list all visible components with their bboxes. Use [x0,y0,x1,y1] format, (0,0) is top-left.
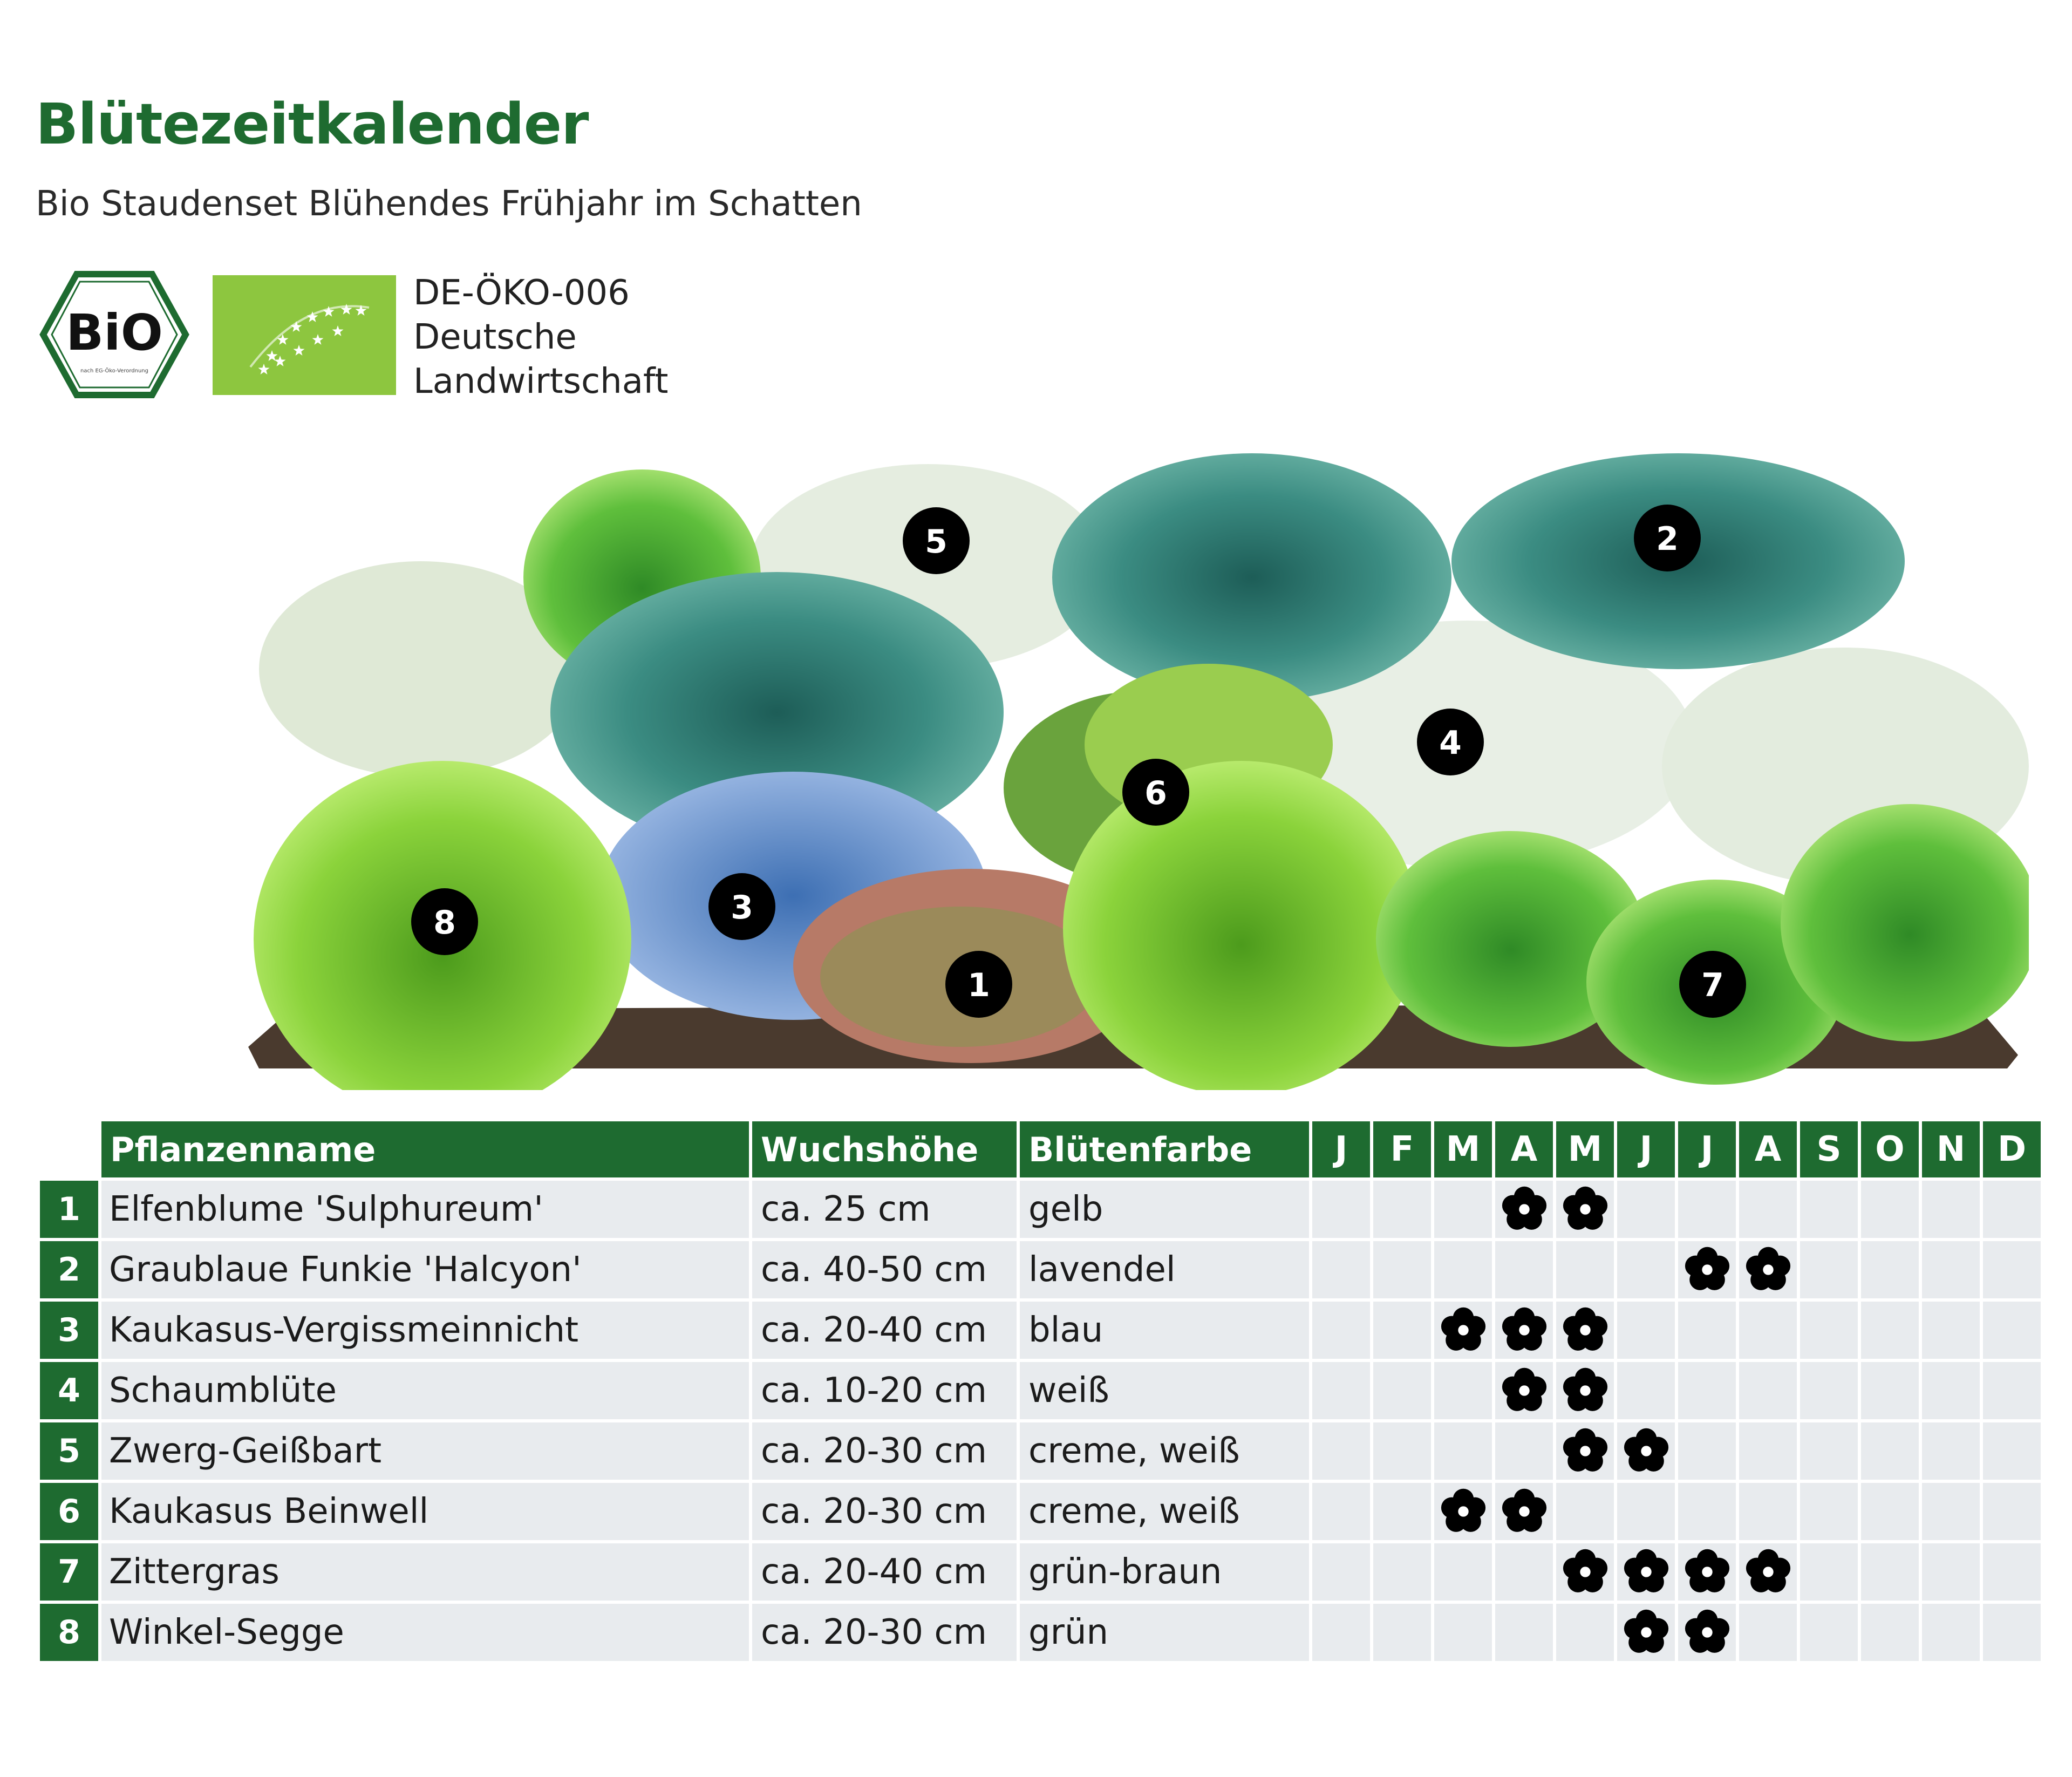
month-cell [1373,1241,1431,1298]
month-cell [1922,1483,1980,1540]
month-cell [1739,1483,1797,1540]
table-row [40,1604,2041,1661]
month-cell [1800,1483,1858,1540]
month-cell [1434,1241,1492,1298]
flower-color: weiß [1020,1362,1309,1419]
month-cell [1678,1422,1736,1480]
growth-height: ca. 20-30 cm [752,1604,1017,1661]
page-title: Blütezeitkalender [36,91,589,157]
plant-name: Zwerg-Geißbart [101,1422,749,1480]
month-cell [1495,1422,1553,1480]
month-cell [1800,1604,1858,1661]
month-cell [1556,1181,1614,1238]
flower-icon [1562,1186,1609,1233]
month-cell [1922,1302,1980,1359]
flower-icon [1623,1609,1670,1656]
month-cell [1922,1241,1980,1298]
month-cell [1556,1241,1614,1298]
month-cell [1739,1181,1797,1238]
month-cell [1983,1181,2041,1238]
month-cell [1556,1302,1614,1359]
plant-name: Winkel-Segge [101,1604,749,1661]
month-cell [1495,1543,1553,1601]
month-cell [1922,1362,1980,1419]
row-number: 2 [40,1241,98,1298]
flower-color: creme, weiß [1020,1483,1309,1540]
month-cell [1800,1543,1858,1601]
month-cell [1678,1302,1736,1359]
plant-name: Kaukasus-Vergissmeinnicht [101,1302,749,1359]
month-cell [1312,1362,1370,1419]
flower-color: creme, weiß [1020,1422,1309,1480]
month-cell [1739,1241,1797,1298]
month-cell [1800,1302,1858,1359]
month-cell [1983,1241,2041,1298]
table-row [40,1422,2041,1480]
garden-bed-illustration [227,442,2029,1090]
plant-name: Zittergras [101,1543,749,1601]
month-cell [1983,1483,2041,1540]
month-cell [1312,1241,1370,1298]
month-cell [1312,1302,1370,1359]
month-cell [1678,1483,1736,1540]
month-cell [1617,1543,1675,1601]
svg-text:4: 4 [1439,724,1462,762]
month-cell [1434,1543,1492,1601]
month-cell [1922,1543,1980,1601]
month-cell [1800,1181,1858,1238]
month-cell [1861,1302,1919,1359]
month-cell [1983,1422,2041,1480]
month-cell [1617,1362,1675,1419]
header-month: N [1922,1121,1980,1177]
header-plant-name: Pflanzenname [101,1121,749,1177]
svg-text:6: 6 [1144,774,1167,812]
header-month: J [1678,1121,1736,1177]
month-cell [1556,1422,1614,1480]
month-cell [1983,1362,2041,1419]
header-month: M [1556,1121,1614,1177]
month-cell [1373,1302,1431,1359]
flower-icon [1623,1548,1670,1596]
table-row [40,1181,2041,1238]
month-cell [1678,1543,1736,1601]
month-cell [1739,1604,1797,1661]
growth-height: ca. 20-40 cm [752,1302,1017,1359]
bloom-calendar-table [37,1118,2044,1664]
month-cell [1556,1362,1614,1419]
month-cell [1617,1483,1675,1540]
svg-text:7: 7 [1701,966,1724,1004]
month-cell [1312,1543,1370,1601]
marker-1 [945,951,1012,1018]
flower-icon [1501,1306,1548,1354]
marker-6 [1122,759,1189,826]
month-cell [1800,1422,1858,1480]
month-cell [1495,1181,1553,1238]
flower-icon [1501,1186,1548,1233]
growth-height: ca. 40-50 cm [752,1241,1017,1298]
month-cell [1861,1483,1919,1540]
month-cell [1922,1181,1980,1238]
month-cell [1983,1302,2041,1359]
marker-3 [708,873,775,940]
month-cell [1373,1483,1431,1540]
month-cell [1617,1422,1675,1480]
month-cell [1373,1362,1431,1419]
month-cell [1617,1604,1675,1661]
month-cell [1556,1483,1614,1540]
month-cell [1434,1181,1492,1238]
month-cell [1556,1604,1614,1661]
flower-icon [1562,1306,1609,1354]
month-cell [1312,1604,1370,1661]
table-header-row [40,1121,2041,1177]
bio-seal-logo [39,270,190,399]
month-cell [1556,1543,1614,1601]
flower-icon [1562,1367,1609,1414]
month-cell [1434,1302,1492,1359]
marker-5 [903,507,970,574]
svg-text:5: 5 [925,523,948,561]
flower-icon [1623,1427,1670,1475]
flower-color: lavendel [1020,1241,1309,1298]
month-cell [1678,1604,1736,1661]
month-cell [1739,1422,1797,1480]
header-growth-height: Wuchshöhe [752,1121,1017,1177]
month-cell [1739,1362,1797,1419]
growth-height: ca. 25 cm [752,1181,1017,1238]
table-row [40,1483,2041,1540]
row-number: 8 [40,1604,98,1661]
marker-2 [1634,505,1701,571]
table-row [40,1362,2041,1419]
month-cell [1617,1302,1675,1359]
flower-icon [1440,1488,1487,1535]
month-cell [1617,1181,1675,1238]
marker-8 [411,888,478,955]
plant-name: Graublaue Funkie 'Halcyon' [101,1241,749,1298]
cert-code: DE-ÖKO-006 [413,273,630,313]
row-number: 1 [40,1181,98,1238]
month-cell [1495,1604,1553,1661]
month-cell [1373,1181,1431,1238]
page-subtitle: Bio Staudenset Blühendes Frühjahr im Schatten [36,184,862,224]
certification-text [413,271,668,404]
header-month: D [1983,1121,2041,1177]
plant-name: Schaumblüte [101,1362,749,1419]
month-cell [1495,1362,1553,1419]
month-cell [1861,1362,1919,1419]
header-month: A [1739,1121,1797,1177]
month-cell [1373,1604,1431,1661]
flower-color: gelb [1020,1181,1309,1238]
flower-icon [1684,1548,1731,1596]
cert-line-2: Deutsche [413,317,577,357]
month-cell [1495,1241,1553,1298]
month-cell [1495,1302,1553,1359]
header-month: M [1434,1121,1492,1177]
month-cell [1678,1241,1736,1298]
month-cell [1434,1362,1492,1419]
month-cell [1861,1181,1919,1238]
marker-4 [1417,709,1484,775]
flower-color: blau [1020,1302,1309,1359]
flower-icon [1562,1427,1609,1475]
eu-organic-logo [213,275,396,395]
table-row [40,1241,2041,1298]
month-cell [1434,1483,1492,1540]
month-cell [1678,1181,1736,1238]
month-cell [1861,1543,1919,1601]
month-cell [1434,1604,1492,1661]
header-month: A [1495,1121,1553,1177]
flower-color: grün [1020,1604,1309,1661]
flower-icon [1501,1367,1548,1414]
row-number: 4 [40,1362,98,1419]
month-cell [1922,1422,1980,1480]
growth-height: ca. 20-40 cm [752,1543,1017,1601]
month-cell [1861,1422,1919,1480]
header-month: F [1373,1121,1431,1177]
cert-line-3: Landwirtschaft [413,362,669,401]
table-row [40,1302,2041,1359]
flower-icon [1744,1246,1792,1293]
month-cell [1922,1604,1980,1661]
flower-icon [1501,1488,1548,1535]
month-cell [1373,1543,1431,1601]
month-cell [1373,1422,1431,1480]
row-number: 6 [40,1483,98,1540]
month-cell [1739,1302,1797,1359]
header-month: S [1800,1121,1858,1177]
svg-text:1: 1 [967,966,990,1004]
row-number: 5 [40,1422,98,1480]
month-cell [1983,1604,2041,1661]
month-cell [1983,1543,2041,1601]
month-cell [1739,1543,1797,1601]
month-cell [1434,1422,1492,1480]
month-cell [1800,1362,1858,1419]
growth-height: ca. 20-30 cm [752,1422,1017,1480]
header-month: J [1617,1121,1675,1177]
header-number-spacer [40,1121,98,1177]
growth-height: ca. 10-20 cm [752,1362,1017,1419]
month-cell [1617,1241,1675,1298]
bio-seal-text: BiO [66,304,163,362]
header-month: J [1312,1121,1370,1177]
svg-text:8: 8 [433,904,456,942]
month-cell [1678,1362,1736,1419]
month-cell [1800,1241,1858,1298]
row-number: 3 [40,1302,98,1359]
month-cell [1312,1483,1370,1540]
header-flower-color: Blütenfarbe [1020,1121,1309,1177]
flower-icon [1684,1609,1731,1656]
marker-7 [1679,951,1746,1018]
svg-text:3: 3 [731,889,753,927]
svg-text:2: 2 [1656,520,1679,558]
month-cell [1495,1483,1553,1540]
flower-icon [1440,1306,1487,1354]
bio-seal-fine-print: nach EG-Öko-Verordnung [80,368,148,374]
flower-color: grün-braun [1020,1543,1309,1601]
flower-icon [1744,1548,1792,1596]
plant-name: Kaukasus Beinwell [101,1483,749,1540]
month-cell [1861,1604,1919,1661]
month-cell [1312,1422,1370,1480]
plant-name: Elfenblume 'Sulphureum' [101,1181,749,1238]
header-month: O [1861,1121,1919,1177]
month-cell [1312,1181,1370,1238]
table-row [40,1543,2041,1601]
flower-icon [1684,1246,1731,1293]
flower-icon [1562,1548,1609,1596]
growth-height: ca. 20-30 cm [752,1483,1017,1540]
row-number: 7 [40,1543,98,1601]
month-cell [1861,1241,1919,1298]
